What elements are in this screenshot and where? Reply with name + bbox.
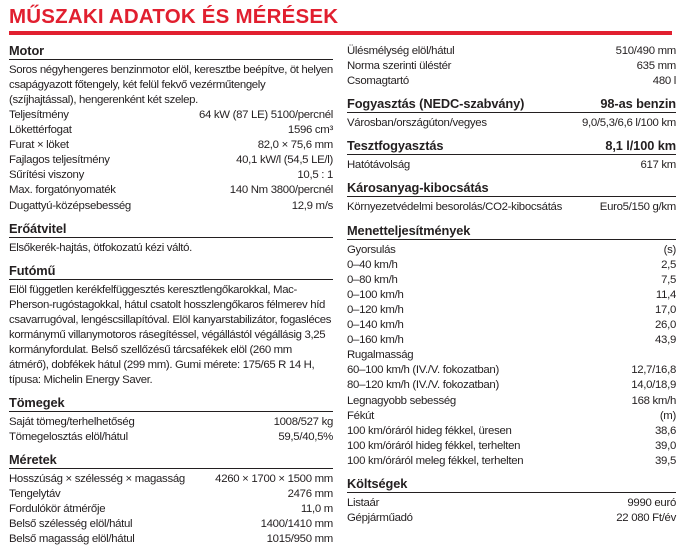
spec-row xyxy=(347,424,676,439)
spec-label: 0–160 km/h xyxy=(347,334,404,347)
spec-value: 9,0/5,3/6,6 l/100 km xyxy=(581,117,676,130)
section-header-koltsegek xyxy=(347,476,676,493)
spec-row xyxy=(9,138,333,153)
spec-row xyxy=(347,333,676,348)
spec-row xyxy=(347,158,676,173)
spec-row xyxy=(347,454,676,469)
right-column xyxy=(347,36,676,547)
spec-value: 1400/1410 mm xyxy=(260,518,333,531)
meretek-rows xyxy=(9,472,333,547)
spec-row xyxy=(347,496,676,511)
section-koltsegek xyxy=(347,476,676,526)
spec-value: 1008/527 kg xyxy=(273,415,333,428)
motor-description: Soros négyhengeres benzinmotor elöl, keresztbe beépítve, öt helyen csapágyazott főtengely, két felül fekvő vezérműtengely (szíjhajtással), hengerenként két szelep. xyxy=(9,64,333,106)
spec-label: Belső magasság elöl/hátul xyxy=(9,533,135,546)
spec-label: 100 km/óráról meleg fékkel, terhelten xyxy=(347,454,524,467)
section-header-label: Méretek xyxy=(9,451,57,467)
spec-row xyxy=(9,168,333,183)
spec-label: Hatótávolság xyxy=(347,159,410,172)
section-header-menetteljesitmenyek xyxy=(347,223,676,240)
eroatvitel-description: Elsőkerék-hajtás, ötfokozatú kézi váltó. xyxy=(9,241,192,254)
spec-value: 12,7/16,8 xyxy=(631,364,676,377)
spec-value: 2,5 xyxy=(661,258,676,271)
spec-value: 26,0 xyxy=(655,319,676,332)
spec-row xyxy=(9,532,333,547)
spec-label: Teljesítmény xyxy=(9,109,69,121)
spec-label: Fékút xyxy=(347,409,374,422)
spec-value: 12,9 m/s xyxy=(291,199,333,212)
spec-value: 10,5 : 1 xyxy=(297,169,333,182)
spec-row xyxy=(347,439,676,454)
spec-row xyxy=(9,517,333,532)
spec-value: 480 l xyxy=(652,75,676,88)
spec-value: 14,0/18,9 xyxy=(631,379,676,392)
spec-row xyxy=(347,378,676,393)
spec-row xyxy=(347,243,676,258)
spec-value: 39,5 xyxy=(655,454,676,467)
spec-label: Fajlagos teljesítmény xyxy=(9,154,110,167)
spec-row xyxy=(347,409,676,424)
spec-row xyxy=(347,74,676,89)
spec-label: 0–140 km/h xyxy=(347,319,404,332)
spec-label: Csomagtartó xyxy=(347,75,409,88)
fogyasztas-rows xyxy=(347,116,676,131)
spec-row xyxy=(347,363,676,378)
spec-value: 22 080 Ft/év xyxy=(616,512,676,525)
spec-label: Listaár xyxy=(347,496,380,509)
spec-value: 39,0 xyxy=(655,439,676,452)
spec-value: 140 Nm 3800/percnél xyxy=(229,184,333,197)
spec-sheet xyxy=(9,5,676,547)
spec-row xyxy=(9,430,333,445)
spec-row xyxy=(347,303,676,318)
tomegek-rows xyxy=(9,415,333,445)
section-tesztfogyasztas xyxy=(347,138,676,173)
spec-value: Euro5/150 g/km xyxy=(599,201,676,214)
section-header-label: Futómű xyxy=(9,262,56,278)
spec-label: 0–100 km/h xyxy=(347,288,404,301)
spec-label: Rugalmasság xyxy=(347,349,414,362)
spec-row xyxy=(347,348,676,363)
spec-label: Fordulókör átmérője xyxy=(9,503,106,516)
spec-row xyxy=(347,288,676,303)
spec-row xyxy=(9,153,333,168)
section-header-value: 8,1 l/100 km xyxy=(605,138,676,154)
left-column xyxy=(9,36,333,547)
spec-label: Ülésmélység elöl/hátul xyxy=(347,45,455,57)
page-title: MŰSZAKI ADATOK ÉS MÉRÉSEK xyxy=(9,5,339,28)
title-rule xyxy=(9,31,672,35)
section-meretek xyxy=(9,452,333,547)
spec-label: 0–40 km/h xyxy=(347,258,398,271)
section-header-label: Költségek xyxy=(347,475,408,491)
spec-value: 40,1 kW/l (54,5 LE/l) xyxy=(236,154,333,167)
spec-label: 100 km/óráról hideg fékkel, terhelten xyxy=(347,439,521,452)
spec-value: (m) xyxy=(659,409,676,422)
spec-label: Hosszúság × szélesség × magasság xyxy=(9,472,185,485)
karosanyag-rows xyxy=(347,200,676,215)
spec-value: 82,0 × 75,6 mm xyxy=(257,139,333,152)
spec-label: Norma szerinti üléstér xyxy=(347,60,452,73)
menetteljesitmenyek-rows xyxy=(347,243,676,469)
spec-row xyxy=(347,258,676,273)
section-header-label: Fogyasztás (NEDC-szabvány) xyxy=(347,96,525,112)
column-gap xyxy=(333,36,347,547)
spec-value: 1596 cm³ xyxy=(287,124,333,137)
section-header-karosanyag xyxy=(347,180,676,197)
spec-label: 100 km/óráról hideg fékkel, üresen xyxy=(347,424,512,437)
spec-value: 1015/950 mm xyxy=(266,533,333,546)
spec-value: 7,5 xyxy=(661,273,676,286)
section-header-label: Tömegek xyxy=(9,394,65,410)
section-header-meretek xyxy=(9,452,333,469)
spec-value: 38,6 xyxy=(655,424,676,437)
spec-value: 59,5/40,5% xyxy=(278,430,333,443)
section-motor xyxy=(9,43,333,214)
spec-row xyxy=(9,123,333,138)
spec-label: Gépjárműadó xyxy=(347,512,413,525)
spec-value: 4260 × 1700 × 1500 mm xyxy=(215,472,333,485)
section-header-label: Erőátvitel xyxy=(9,220,67,236)
spec-label: Lökettérfogat xyxy=(9,124,72,137)
section-header-motor xyxy=(9,43,333,60)
spec-label: Városban/országúton/vegyes xyxy=(347,117,487,130)
section-header-label: Tesztfogyasztás xyxy=(347,138,444,154)
section-tomegek xyxy=(9,395,333,445)
spec-label: Saját tömeg/terhelhetőség xyxy=(9,415,135,428)
spec-label: 60–100 km/h (IV./V. fokozatban) xyxy=(347,364,499,377)
spec-row xyxy=(347,511,676,526)
spec-value: 11,4 xyxy=(655,288,676,301)
futomu-description: Elöl független kerékfelfüggesztés keresztlengőkarokkal, Mac-Pherson-rugóstagokkal, hátul csatolt hosszlengőkaros félmerev híd csavarrugóval, lengéscsillapítóval. Elöl kanyarstabilizátor, fogasléces kormánymű villanymotoros rásegítéssel, végállástól végállásig 3,25 kormányfordulat. Belső szellőzésű tárcsafékek elöl (260 mm átmérő), dobfékek hátul (299 mm). Gumi mérete: 175/65 R 14 H, típusa: Michelin Energy Saver. xyxy=(9,283,332,386)
tesztfogyasztas-rows xyxy=(347,158,676,173)
spec-value: 17,0 xyxy=(655,303,676,316)
spec-row xyxy=(347,394,676,409)
spec-label: Max. forgatónyomaték xyxy=(9,184,116,197)
spec-label: Tengelytáv xyxy=(9,487,61,500)
spec-row xyxy=(9,502,333,517)
spec-label: Dugattyú-középsebesség xyxy=(9,199,131,212)
spec-label: Gyorsulás xyxy=(347,243,396,256)
spec-label: Belső szélesség elöl/hátul xyxy=(9,518,133,531)
spec-row xyxy=(347,273,676,288)
spec-label: Környezetvédelmi besorolás/CO2-kibocsátás xyxy=(347,201,562,214)
spec-label: 80–120 km/h (IV./V. fokozatban) xyxy=(347,379,499,392)
spec-value: 64 kW (87 LE) 5100/percnél xyxy=(198,109,333,121)
spec-row xyxy=(9,472,333,487)
spec-row xyxy=(9,183,333,198)
meretek-continued-rows xyxy=(347,44,676,89)
spec-value: 11,0 m xyxy=(300,503,333,516)
section-header-label: Motor xyxy=(9,43,45,58)
spec-value: (s) xyxy=(663,243,676,256)
section-header-tomegek xyxy=(9,395,333,412)
spec-row xyxy=(347,116,676,131)
spec-value: 617 km xyxy=(640,159,676,172)
spec-label: Furat × löket xyxy=(9,139,69,152)
spec-label: 0–120 km/h xyxy=(347,303,404,316)
spec-label: Sűrítési viszony xyxy=(9,169,84,182)
spec-row xyxy=(9,415,333,430)
section-menetteljesitmenyek xyxy=(347,223,676,469)
section-header-fogyasztas xyxy=(347,96,676,113)
section-header-label: Károsanyag-kibocsátás xyxy=(347,180,489,196)
spec-value: 635 mm xyxy=(636,60,676,73)
spec-row xyxy=(9,487,333,502)
section-header-label: Menetteljesítmények xyxy=(347,222,471,238)
spec-row xyxy=(347,200,676,215)
spec-value: 168 km/h xyxy=(631,394,676,407)
spec-label: Legnagyobb sebesség xyxy=(347,394,456,407)
section-karosanyag xyxy=(347,180,676,215)
section-header-eroatvitel xyxy=(9,221,333,238)
spec-row xyxy=(9,108,333,123)
section-header-tesztfogyasztas xyxy=(347,138,676,155)
spec-row xyxy=(9,199,333,214)
spec-label: Tömegelosztás elöl/hátul xyxy=(9,430,128,443)
spec-row xyxy=(347,59,676,74)
section-header-futomu xyxy=(9,263,333,280)
spec-value: 2476 mm xyxy=(287,487,333,500)
section-futomu xyxy=(9,263,333,388)
section-header-value: 98-as benzin xyxy=(600,96,676,112)
spec-label: 0–80 km/h xyxy=(347,273,398,286)
spec-row xyxy=(347,318,676,333)
motor-rows xyxy=(9,108,333,214)
spec-value: 510/490 mm xyxy=(615,45,676,57)
spec-columns xyxy=(9,36,676,547)
section-eroatvitel xyxy=(9,221,333,256)
spec-value: 9990 euró xyxy=(627,496,676,509)
section-fogyasztas xyxy=(347,96,676,131)
koltsegek-rows xyxy=(347,496,676,526)
spec-row xyxy=(347,44,676,59)
spec-value: 43,9 xyxy=(655,334,676,347)
